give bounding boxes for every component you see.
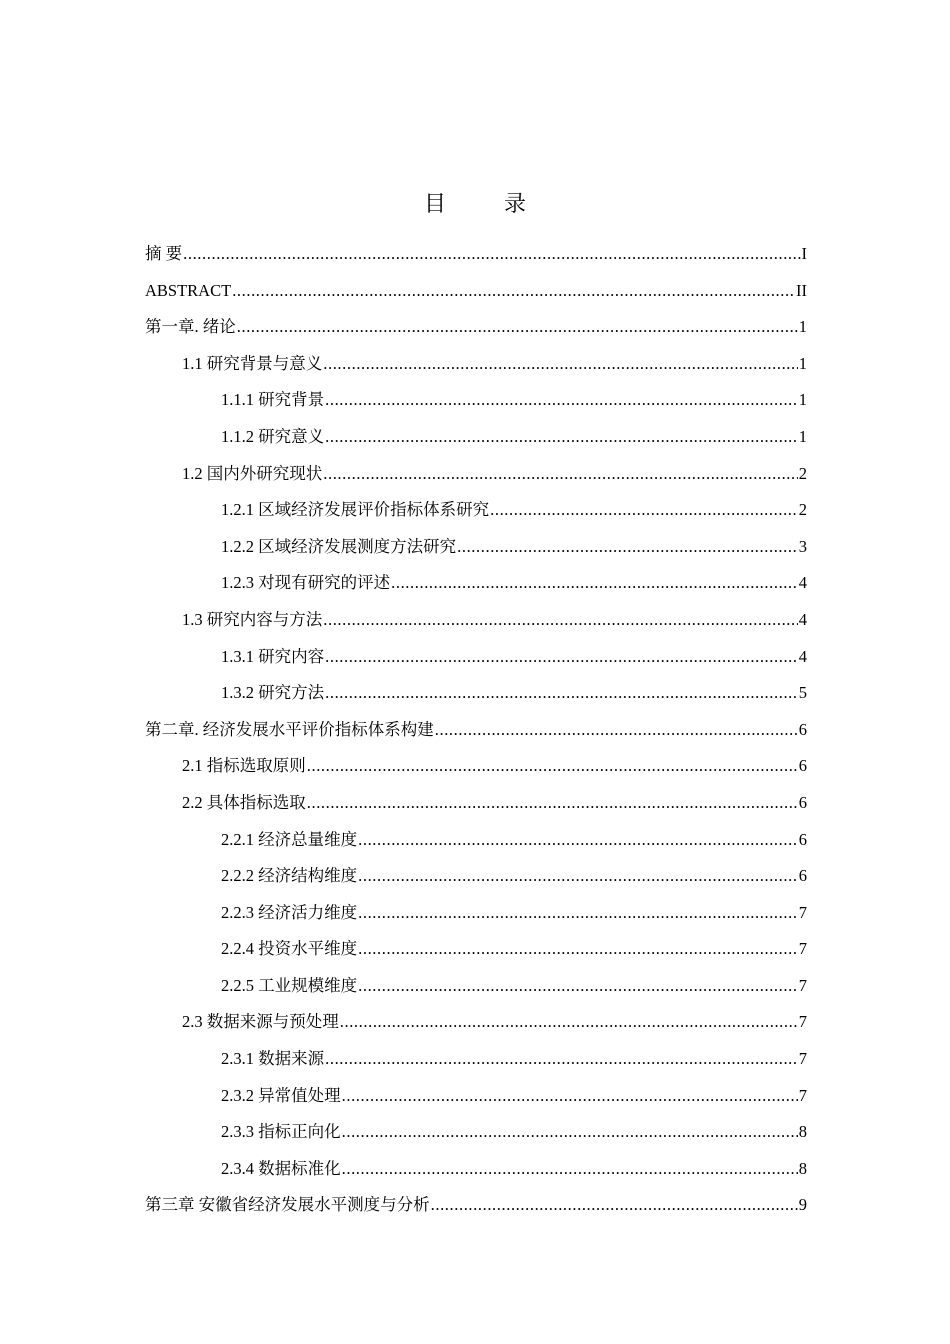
toc-page-number: 7 <box>798 902 807 922</box>
toc-entry[interactable] <box>145 309 807 346</box>
toc-entry-title: 第一章. 绪论 <box>145 317 236 337</box>
toc-entry-title: 2.3.3 指标正向化 <box>221 1122 341 1142</box>
toc-page-number: I <box>801 244 807 263</box>
toc-dot-leader <box>340 1004 798 1041</box>
toc-page-number: 3 <box>798 536 807 556</box>
toc-page-number: 6 <box>798 719 807 739</box>
toc-dot-leader <box>358 858 798 895</box>
toc-entry-title: 2.2.5 工业规模维度 <box>221 975 358 995</box>
toc-dot-leader <box>358 895 798 932</box>
toc-list <box>145 236 807 1224</box>
toc-entry[interactable] <box>145 858 807 895</box>
toc-page-number: 6 <box>798 792 807 812</box>
toc-page-number: 7 <box>798 939 807 959</box>
toc-entry[interactable] <box>145 419 807 456</box>
toc-entry-title: 2.3.4 数据标准化 <box>221 1158 341 1178</box>
toc-entry[interactable] <box>145 456 807 493</box>
toc-dot-leader <box>325 1041 798 1078</box>
toc-page-number: 6 <box>798 866 807 886</box>
toc-dot-leader <box>325 639 798 676</box>
toc-page-number: 1 <box>798 390 807 410</box>
toc-page-number: 7 <box>798 1012 807 1032</box>
toc-entry-title: 1.3.2 研究方法 <box>221 683 325 703</box>
toc-dot-leader <box>431 1187 798 1224</box>
toc-page-number: 8 <box>798 1158 807 1178</box>
toc-dot-leader <box>358 822 798 859</box>
toc-entry[interactable] <box>145 822 807 859</box>
toc-dot-leader <box>391 565 798 602</box>
toc-page-number: 5 <box>798 683 807 703</box>
toc-entry[interactable] <box>145 565 807 602</box>
toc-page-number: 1 <box>798 353 807 373</box>
toc-entry[interactable] <box>145 712 807 749</box>
toc-entry[interactable] <box>145 931 807 968</box>
toc-entry-title: 1.2 国内外研究现状 <box>182 463 323 483</box>
toc-entry[interactable] <box>145 602 807 639</box>
toc-dot-leader <box>232 273 795 310</box>
toc-page-number: 2 <box>798 463 807 483</box>
toc-page-number: 6 <box>798 829 807 849</box>
toc-dot-leader <box>342 1078 798 1115</box>
toc-entry-title: 第三章 安徽省经济发展水平测度与分析 <box>145 1195 430 1215</box>
toc-title: 目 录 <box>423 191 544 216</box>
toc-entry[interactable] <box>145 1041 807 1078</box>
toc-entry[interactable] <box>145 1187 807 1224</box>
toc-dot-leader <box>323 346 798 383</box>
toc-entry-title: 2.2.2 经济结构维度 <box>221 866 358 886</box>
toc-entry-title: 1.1 研究背景与意义 <box>182 353 323 373</box>
toc-entry[interactable] <box>145 346 807 383</box>
toc-page-number: II <box>796 280 807 300</box>
toc-entry-title: 2.2.4 投资水平维度 <box>221 939 358 959</box>
toc-entry-title: 1.3 研究内容与方法 <box>182 609 323 629</box>
toc-dot-leader <box>325 382 798 419</box>
toc-page-number: 8 <box>798 1122 807 1142</box>
toc-dot-leader <box>435 712 798 749</box>
toc-entry-title: 2.2 具体指标选取 <box>182 792 306 812</box>
toc-entry[interactable] <box>145 675 807 712</box>
toc-entry[interactable] <box>145 492 807 529</box>
toc-entry-title: 2.3.2 异常值处理 <box>221 1085 341 1105</box>
toc-entry[interactable] <box>145 1004 807 1041</box>
toc-entry-title: 1.3.1 研究内容 <box>221 646 325 666</box>
toc-dot-leader <box>342 1114 798 1151</box>
toc-dot-leader <box>342 1151 798 1188</box>
toc-dot-leader <box>325 419 798 456</box>
toc-page-number: 9 <box>798 1195 807 1215</box>
toc-page-number: 7 <box>798 975 807 995</box>
toc-entry[interactable] <box>145 236 807 273</box>
toc-page-number: 4 <box>798 573 807 593</box>
toc-dot-leader <box>358 931 798 968</box>
toc-dot-leader <box>237 309 798 346</box>
toc-entry-title: 1.1.1 研究背景 <box>221 390 325 410</box>
toc-dot-leader <box>323 602 798 639</box>
toc-entry[interactable] <box>145 1114 807 1151</box>
toc-page-number: 2 <box>798 500 807 520</box>
toc-entry-title: 2.1 指标选取原则 <box>182 756 306 776</box>
toc-page-number: 1 <box>798 426 807 446</box>
toc-entry-title: 2.2.1 经济总量维度 <box>221 829 358 849</box>
toc-entry[interactable] <box>145 895 807 932</box>
toc-entry-title: ABSTRACT <box>145 280 232 300</box>
toc-entry[interactable] <box>145 639 807 676</box>
toc-entry[interactable] <box>145 273 807 310</box>
toc-entry-title: 1.2.1 区域经济发展评价指标体系研究 <box>221 500 490 520</box>
toc-dot-leader <box>307 785 798 822</box>
toc-entry[interactable] <box>145 1078 807 1115</box>
toc-page-number: 6 <box>798 756 807 776</box>
toc-dot-leader <box>183 236 800 273</box>
toc-entry-title: 第二章. 经济发展水平评价指标体系构建 <box>145 719 434 739</box>
toc-dot-leader <box>325 675 798 712</box>
toc-page-number: 7 <box>798 1049 807 1069</box>
toc-entry[interactable] <box>145 785 807 822</box>
toc-dot-leader <box>323 456 798 493</box>
toc-entry[interactable] <box>145 382 807 419</box>
toc-entry-title: 2.3.1 数据来源 <box>221 1049 325 1069</box>
toc-entry[interactable] <box>145 968 807 1005</box>
toc-entry-title: 1.2.2 区域经济发展测度方法研究 <box>221 536 457 556</box>
toc-entry[interactable] <box>145 748 807 785</box>
toc-entry[interactable] <box>145 529 807 566</box>
toc-entry[interactable] <box>145 1151 807 1188</box>
toc-dot-leader <box>457 529 798 566</box>
toc-dot-leader <box>490 492 798 529</box>
toc-dot-leader <box>358 968 798 1005</box>
toc-dot-leader <box>307 748 798 785</box>
toc-entry-title: 1.1.2 研究意义 <box>221 426 325 446</box>
toc-entry-title: 2.2.3 经济活力维度 <box>221 902 358 922</box>
toc-page-number: 1 <box>798 317 807 337</box>
toc-entry-title: 1.2.3 对现有研究的评述 <box>221 573 391 593</box>
toc-page-number: 4 <box>798 646 807 666</box>
toc-page-number: 4 <box>798 609 807 629</box>
toc-page-number: 7 <box>798 1085 807 1105</box>
toc-entry-title: 摘 要 <box>145 244 183 263</box>
toc-entry-title: 2.3 数据来源与预处理 <box>182 1012 339 1032</box>
